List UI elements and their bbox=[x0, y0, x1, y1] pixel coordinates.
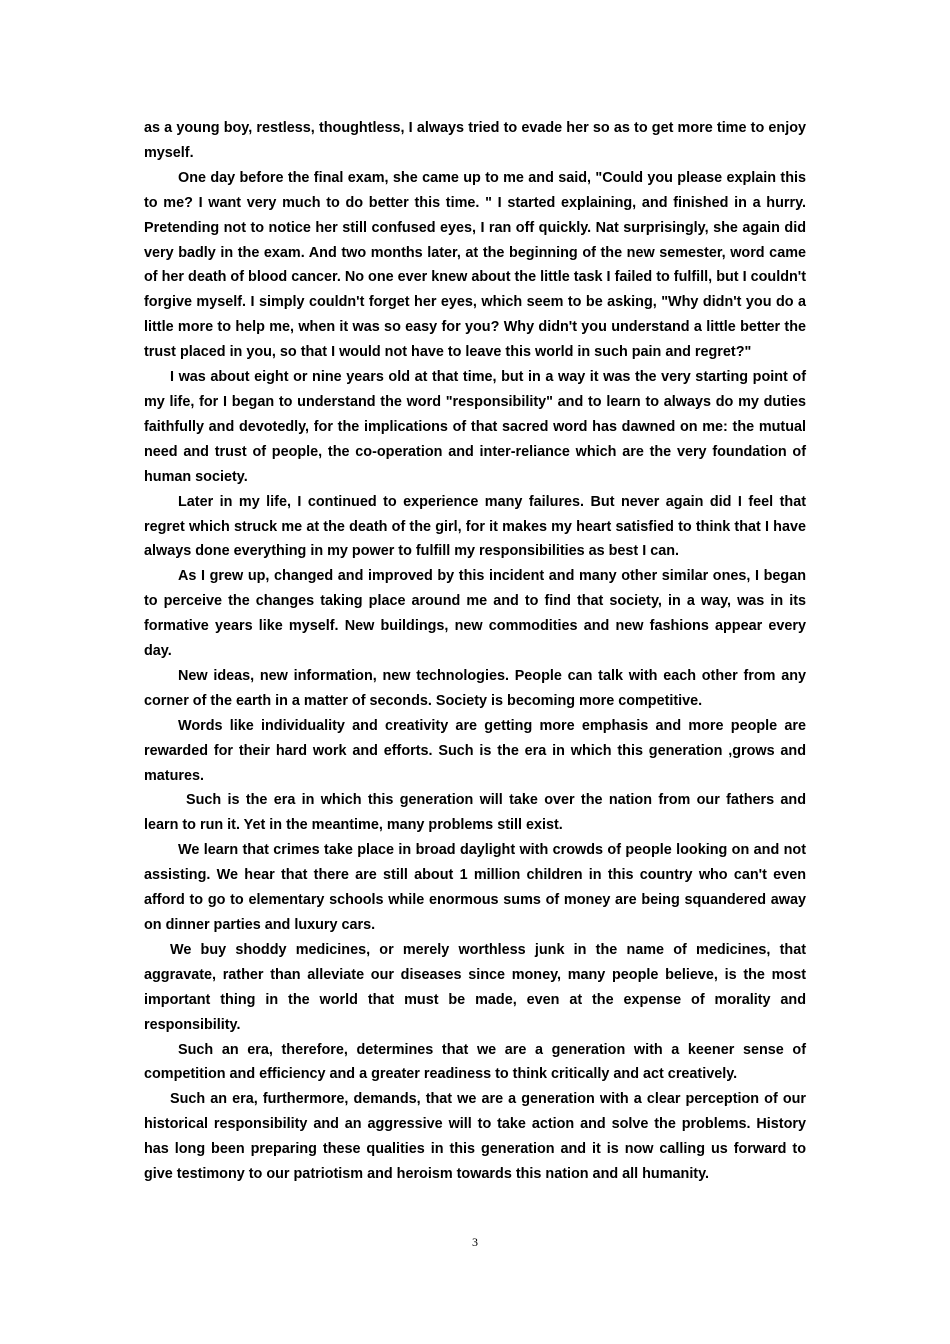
paragraph: Words like individuality and creativity are getting more emphasis and more people are rewarded for their hard work and efforts. Such is the era in which this generation ,grows and matures. bbox=[144, 717, 806, 784]
paragraph: New ideas, new information, new technologies. People can talk with each other from any corner of the earth in a matter of seconds. Society is becoming more competitive. bbox=[144, 667, 806, 709]
paragraph: We learn that crimes take place in broad daylight with crowds of people looking on and not assisting. We hear that there are still about 1 million children in this country who can't even afford to go to elementary schools while enormous sums of money are being squandered away on dinner parties and luxury cars. bbox=[144, 842, 806, 933]
paragraph: Later in my life, I continued to experience many failures. But never again did I feel that regret which struck me at the death of the girl, for it makes my heart satisfied to think that I have always done everything in my power to fulfill my responsibilities as best I can. bbox=[144, 493, 806, 560]
body-text bbox=[144, 116, 806, 1187]
paragraph: Such is the era in which this generation will take over the nation from our fathers and learn to run it. Yet in the meantime, many problems still exist. bbox=[144, 792, 806, 834]
paragraph: We buy shoddy medicines, or merely worthless junk in the name of medicines, that aggravate, rather than alleviate our diseases since money, many people believe, is the most important thing in the world that must be made, even at the expense of morality and responsibility. bbox=[144, 941, 806, 1033]
paragraph: One day before the final exam, she came up to me and said, "Could you please explain this to me? I want very much to do better this time. " I started explaining, and finished in a hurry. Pretending not to notice her still confused eyes, I ran off quickly. Nat surprisingly, she again did very badly in the exam. And two months later, at the beginning of the new semester, word came of her death of blood cancer. No one ever knew about the little task I failed to fulfill, but I couldn't forgive myself. I simply couldn't forget her eyes, which seem to be asking, "Why didn't you do a little more to help me, when it was so easy for you? Why didn't you understand a little better the trust placed in you, so that I would not have to leave this world in such pain and regret?" bbox=[144, 169, 806, 361]
paragraph: Such an era, therefore, determines that we are a generation with a keener sense of competition and efficiency and a greater readiness to think critically and act creatively. bbox=[144, 1041, 806, 1083]
paragraph-continued: as a young boy, restless, thoughtless, I always tried to evade her so as to get more time to enjoy myself. bbox=[144, 120, 806, 161]
paragraph: As I grew up, changed and improved by this incident and many other similar ones, I began to perceive the changes taking place around me and to find that society, in a way, was in its formative years like myself. New buildings, new commodities and new fashions appear every day. bbox=[144, 568, 806, 660]
paragraph: Such an era, furthermore, demands, that we are a generation with a clear perception of our historical responsibility and an aggressive will to take action and solve the problems. History has long been preparing these qualities in this generation and it is now calling us forward to give testimony to our patriotism and heroism towards this nation and all humanity. bbox=[144, 1091, 806, 1183]
page-number: 3 bbox=[472, 1235, 478, 1249]
paragraph: I was about eight or nine years old at that time, but in a way it was the very starting point of my life, for I began to understand the word "responsibility" and to learn to always do my duties faithfully and devotedly, for the implications of that sacred word has dawned on me: the mutual need and trust of people, the co-operation and inter-reliance which are the very foundation of human society. bbox=[144, 369, 806, 485]
